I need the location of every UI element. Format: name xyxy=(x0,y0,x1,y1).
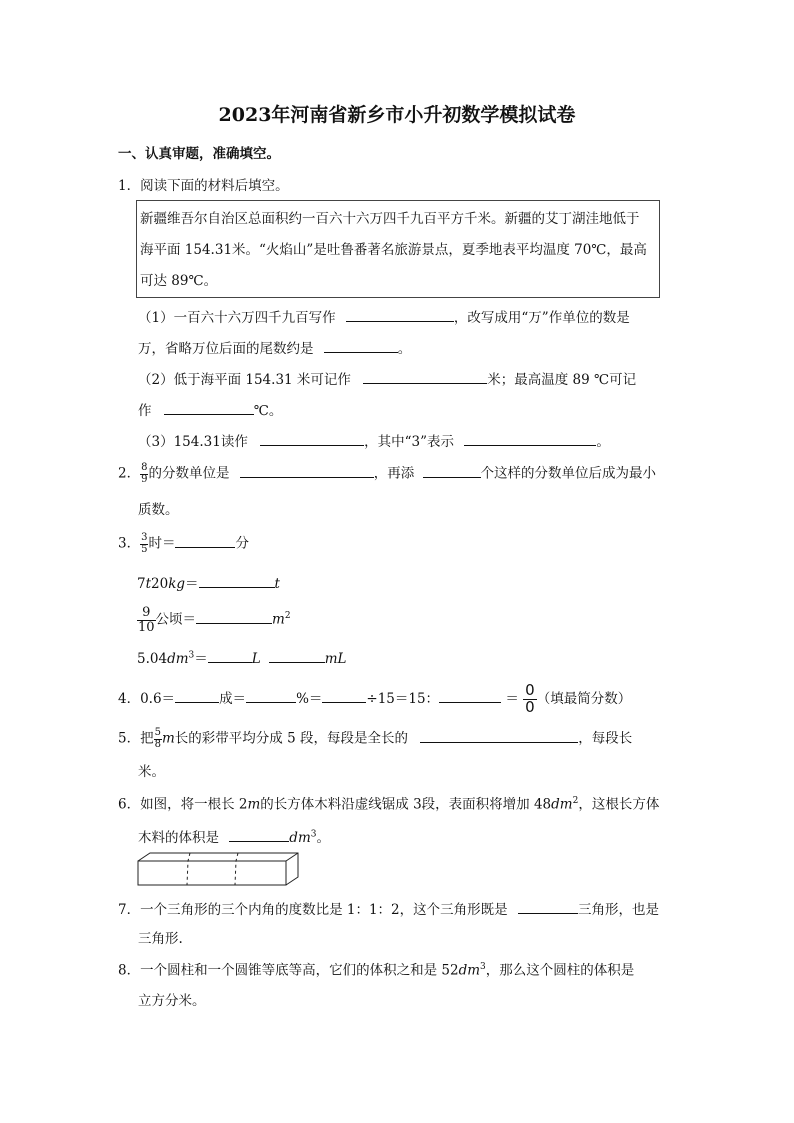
q1-part2-line2: 作 ℃。 xyxy=(138,403,283,419)
q3-line4: $5.04dm^3= L$ mL xyxy=(137,650,347,667)
cuboid-top-side xyxy=(138,853,298,885)
q3-line1: 3． $\frac{3}{5}$ 时＝ 分 xyxy=(118,532,249,555)
fraction-3-5: $\frac{3}{5}$ xyxy=(141,532,148,555)
answer-blank[interactable] xyxy=(196,610,272,624)
cuboid-figure xyxy=(134,850,302,890)
cuboid-front-face xyxy=(138,861,286,885)
q6-line1: 6．如图，将一根长 2m的长方体木料沿虚线锯成 3段，表面积将增加 $48dm^2$，这根长方体 xyxy=(118,796,660,813)
q1-part1-line2: 万，省略万位后面的尾数约是 。 xyxy=(138,341,412,357)
q8-line2: 立方分米。 xyxy=(138,993,206,1009)
q3-line3: $\frac{9}{10}$ 公顷＝ $m^2$ xyxy=(138,605,291,635)
fraction-5-8: $\frac{5}{8}$ xyxy=(154,727,161,750)
answer-blank[interactable] xyxy=(260,432,364,446)
q7-line2: 三角形. xyxy=(138,931,183,947)
cut-lines xyxy=(187,853,238,885)
material-line-1: 新疆维吾尔自治区总面积约一百六十六万四千九百平方千米。新疆的艾丁湖洼地低于 xyxy=(140,211,640,227)
answer-blank[interactable] xyxy=(175,534,235,548)
answer-blank[interactable] xyxy=(346,308,454,322)
q2-line1: 2． $\frac{8}{9}$ 的分数单位是 ，再添 个这样的分数单位后成为最小 xyxy=(118,462,657,485)
q3-line2: 7t20kg＝ t xyxy=(137,576,280,592)
q6-line2: 木料的体积是 $dm^3$。 xyxy=(138,829,330,846)
q1-part3: （3）154.31读作 ，其中“3”表示 。 xyxy=(138,434,610,450)
answer-blank[interactable] xyxy=(420,729,578,743)
question-1-stem: 1．阅读下面的材料后填空。 xyxy=(118,178,289,194)
q1-part2-line1: （2）低于海平面 154.31 米可记作 米；最高温度 89 ℃可记 xyxy=(138,372,637,388)
fraction-8-9: $\frac{8}{9}$ xyxy=(141,462,148,485)
answer-blank[interactable] xyxy=(464,432,596,446)
q5-line1: 5．把 $\frac{5}{8}$ m长的彩带平均分成 5 段，每段是全长的 ，每段长 xyxy=(118,727,633,750)
answer-blank[interactable] xyxy=(199,574,275,588)
material-line-3: 可达 89℃。 xyxy=(140,273,218,289)
q5-line2: 米。 xyxy=(138,764,165,780)
fraction-box: $\frac{0}{0}$ xyxy=(525,681,535,716)
answer-blank[interactable] xyxy=(322,689,366,703)
answer-blank[interactable] xyxy=(518,900,578,914)
q4-line: 4．0.6＝ 成＝ %＝ ÷15＝15： ＝ $\frac{0}{0}$（填最简分数） xyxy=(118,681,632,716)
q2-line2: 质数。 xyxy=(138,502,179,518)
fraction-9-10: $\frac{9}{10}$ xyxy=(138,605,155,635)
answer-blank[interactable] xyxy=(363,370,487,384)
answer-blank[interactable] xyxy=(246,689,296,703)
answer-blank[interactable] xyxy=(439,689,501,703)
page-title: 2023年河南省新乡市小升初数学模拟试卷 xyxy=(218,104,576,126)
q8-line1: 8．一个圆柱和一个圆锥等底等高，它们的体积之和是 $52dm^3$，那么这个圆柱的体积是 xyxy=(118,962,635,979)
answer-blank[interactable] xyxy=(423,464,481,478)
answer-blank[interactable] xyxy=(175,689,219,703)
answer-blank[interactable] xyxy=(208,649,252,663)
material-line-2: 海平面 154.31米。“火焰山”是吐鲁番著名旅游景点，夏季地表平均温度 70℃，最高 xyxy=(140,242,647,258)
section-heading: 一、认真审题，准确填空。 xyxy=(118,146,280,162)
answer-blank[interactable] xyxy=(269,649,325,663)
answer-blank[interactable] xyxy=(240,464,374,478)
answer-blank[interactable] xyxy=(164,401,254,415)
q1-part1-line1: （1）一百六十六万四千九百写作 ，改写成用“万”作单位的数是 xyxy=(138,310,630,326)
answer-blank[interactable] xyxy=(229,828,289,842)
q7-line1: 7．一个三角形的三个内角的度数比是 1：1：2，这个三角形既是 三角形，也是 xyxy=(118,902,659,918)
answer-blank[interactable] xyxy=(324,339,398,353)
